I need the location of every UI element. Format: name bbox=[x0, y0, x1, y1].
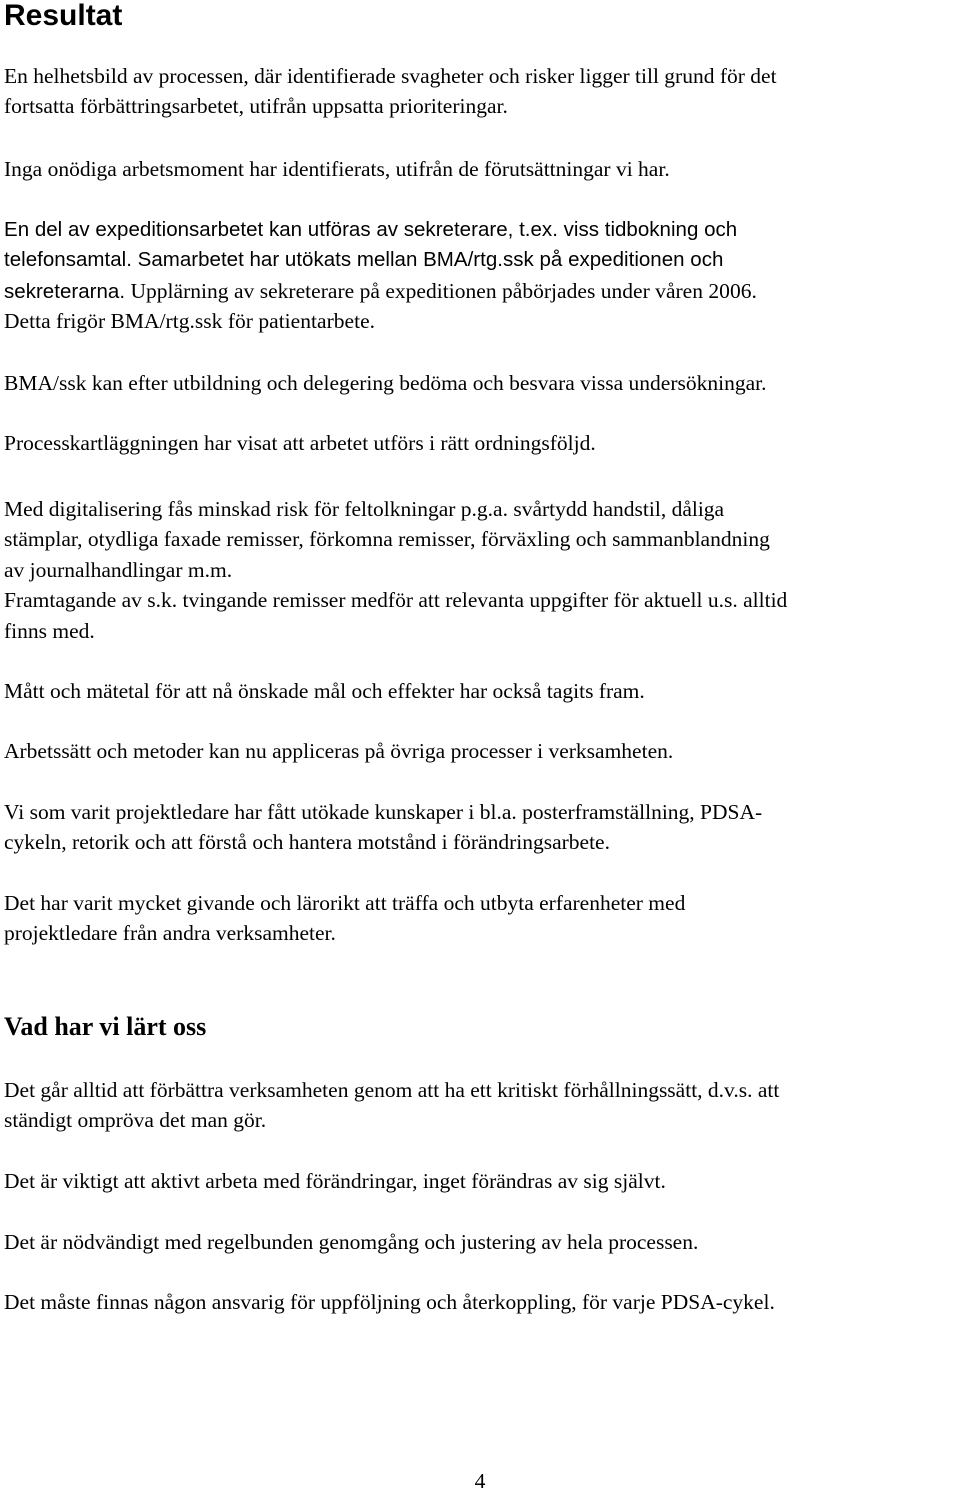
paragraph-line: Arbetssätt och metoder kan nu appliceras på övriga processer i verksamheten. bbox=[4, 739, 674, 763]
paragraph-fragment: sekreterarna. bbox=[4, 279, 126, 303]
paragraph-line: En helhetsbild av processen, där identifierade svagheter och risker ligger till grund för det bbox=[4, 64, 777, 88]
paragraph-experience bbox=[4, 888, 960, 949]
paragraph-line: finns med. bbox=[4, 618, 95, 643]
paragraph-line: projektledare från andra verksamheter. bbox=[4, 921, 336, 946]
paragraph-active-change bbox=[4, 1166, 960, 1196]
paragraph-responsibility bbox=[4, 1287, 960, 1317]
paragraph-delegation bbox=[4, 368, 960, 398]
paragraph-line: Det måste finnas någon ansvarig för uppföljning och återkoppling, för varje PDSA-cykel. bbox=[4, 1290, 775, 1314]
paragraph-line: fortsatta förbättringsarbetet, utifrån uppsatta prioriteringar. bbox=[4, 94, 508, 119]
paragraph-line-mixed bbox=[4, 276, 960, 306]
paragraph-improvement bbox=[4, 1075, 960, 1136]
paragraph-line: Processkartläggningen har visat att arbetet utförs i rätt ordningsföljd. bbox=[4, 431, 596, 455]
paragraph-line: Det har varit mycket givande och lärorikt att träffa och utbyta erfarenheter med bbox=[4, 891, 686, 915]
paragraph-line: cykeln, retorik och att förstå och hantera motstånd i förändringsarbete. bbox=[4, 830, 610, 855]
paragraph-fragment: Upplärning av sekreterare på expeditionen påbörjades under våren 2006. bbox=[125, 278, 757, 303]
paragraph-regular-review bbox=[4, 1227, 960, 1257]
paragraph-line: Med digitalisering fås minskad risk för feltolkningar p.g.a. svårtydd handstil, dåliga bbox=[4, 497, 725, 521]
paragraph-overview bbox=[4, 61, 960, 122]
paragraph-line: Vi som varit projektledare har fått utökade kunskaper i bl.a. posterframställning, PDSA- bbox=[4, 800, 763, 824]
paragraph-digitalisation bbox=[4, 494, 960, 646]
paragraph-line: BMA/ssk kan efter utbildning och delegering bedöma och besvara vissa undersökningar. bbox=[4, 371, 767, 395]
paragraph-line: Mått och mätetal för att nå önskade mål och effekter har också tagits fram. bbox=[4, 679, 645, 703]
paragraph-methods bbox=[4, 736, 960, 766]
paragraph-process-mapping bbox=[4, 428, 960, 458]
paragraph-line: Inga onödiga arbetsmoment har identifierats, utifrån de förutsättningar vi har. bbox=[4, 157, 670, 181]
page-number: 4 bbox=[474, 1469, 486, 1493]
paragraph-line: Det är nödvändigt med regelbunden genomgång och justering av hela processen. bbox=[4, 1230, 699, 1254]
paragraph-line: av journalhandlingar m.m. bbox=[4, 557, 233, 582]
paragraph-line: Detta frigör BMA/rtg.ssk för patientarbete. bbox=[4, 309, 376, 334]
paragraph-measures bbox=[4, 676, 960, 706]
paragraph-line: stämplar, otydliga faxade remisser, förkomna remisser, förväxling och sammanblandning bbox=[4, 527, 770, 552]
paragraph-line: Det är viktigt att aktivt arbeta med förändringar, inget förändras av sig självt. bbox=[4, 1169, 666, 1193]
paragraph-line: ständigt ompröva det man gör. bbox=[4, 1108, 267, 1133]
paragraph-project-leaders bbox=[4, 797, 960, 858]
heading-resultat: Resultat bbox=[4, 0, 123, 32]
paragraph-no-unnecessary-steps bbox=[4, 154, 960, 184]
paragraph-line: Det går alltid att förbättra verksamheten genom att ha ett kritiskt förhållningssätt, d.v.s. att bbox=[4, 1078, 780, 1102]
paragraph-line: telefonsamtal. Samarbetet har utökats mellan BMA/rtg.ssk på expeditionen och bbox=[4, 248, 724, 272]
paragraph-line: Framtagande av s.k. tvingande remisser medför att relevanta uppgifter för aktuell u.s. alltid bbox=[4, 588, 788, 613]
heading-vad-har-vi-lart-oss: Vad har vi lärt oss bbox=[4, 1012, 207, 1041]
paragraph-line: En del av expeditionsarbetet kan utföras av sekreterare, t.ex. viss tidbokning och bbox=[4, 218, 738, 241]
paragraph-expedition-work bbox=[4, 215, 960, 337]
